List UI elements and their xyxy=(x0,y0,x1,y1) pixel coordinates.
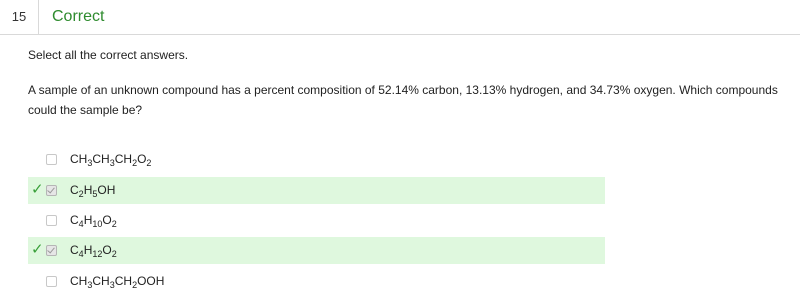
question-instruction: Select all the correct answers. xyxy=(28,48,189,62)
option-formula: $C_4H_{12}O_2$ xyxy=(70,243,117,259)
checkbox-icon[interactable] xyxy=(46,276,57,287)
check-icon: ✓ xyxy=(31,181,44,198)
answer-option-4[interactable] xyxy=(28,237,605,264)
option-formula: $C_4H_{10}O_2$ xyxy=(70,213,117,229)
option-formula: $CH_3CH_3CH_2OOH$ xyxy=(70,274,165,290)
answer-option-2[interactable] xyxy=(28,177,605,204)
checkbox-icon[interactable] xyxy=(46,215,57,226)
checkbox-icon[interactable] xyxy=(46,245,57,256)
question-header xyxy=(0,0,800,35)
answer-option-3[interactable] xyxy=(28,207,605,234)
answer-option-1[interactable] xyxy=(28,146,605,173)
result-status: Correct xyxy=(52,8,105,25)
checkbox-icon[interactable] xyxy=(46,185,57,196)
question-number: 15 xyxy=(0,0,39,34)
question-text: A sample of an unknown compound has a percent composition of 52.14% carbon, 13.13% hydrogen, and 34.73% oxygen. Which compounds could the sample be? xyxy=(28,83,778,117)
answer-option-5[interactable] xyxy=(28,268,605,295)
option-formula: $CH_3CH_3CH_2O_2$ xyxy=(70,152,152,168)
option-formula: $C_2H_5OH$ xyxy=(70,183,116,199)
check-icon: ✓ xyxy=(31,241,44,258)
checkbox-icon[interactable] xyxy=(46,154,57,165)
